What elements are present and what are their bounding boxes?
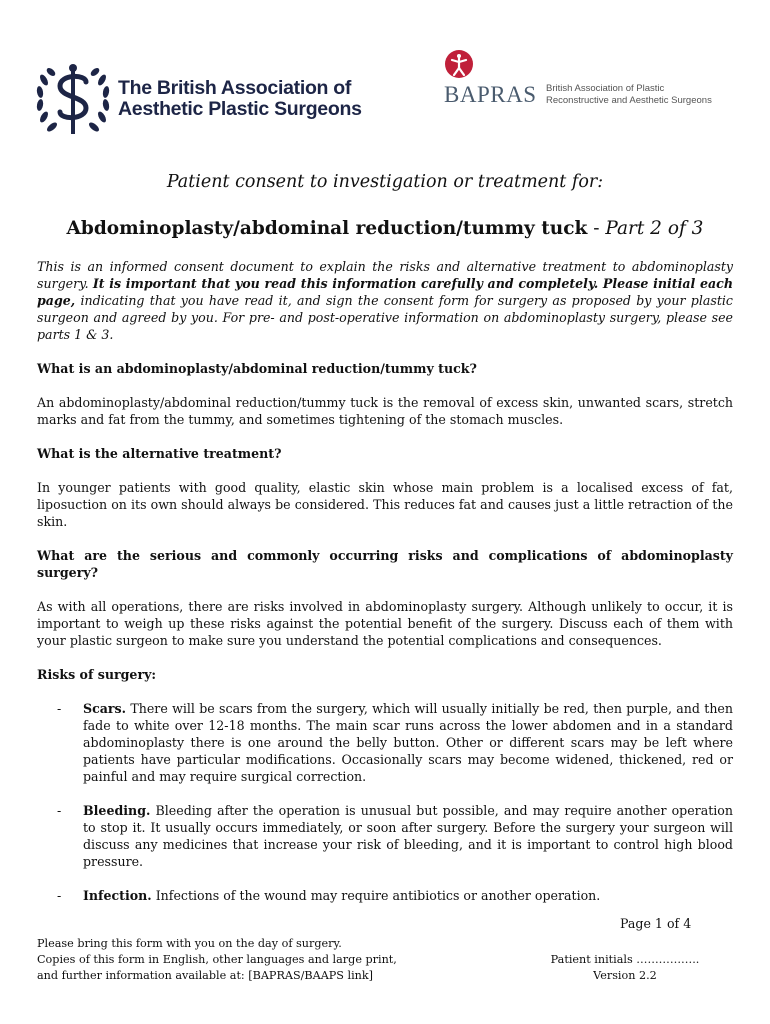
title-separator: - <box>587 218 606 239</box>
bapras-subtitle <box>546 83 712 106</box>
footer-line-1: Please bring this form with you on the day of surgery. <box>37 937 342 950</box>
question-heading-2: What is the alternative treatment? <box>37 446 282 461</box>
page-number: Page 1 of 4 <box>620 916 692 931</box>
footer-meta <box>520 952 730 984</box>
list-dash: - <box>57 888 62 903</box>
bapras-figure-emblem-icon <box>444 48 474 82</box>
footer-notes <box>37 936 397 984</box>
footer-line-2: Copies of this form in English, other languages and large print, <box>37 953 397 966</box>
intro-bold-text: It is important that you read this information carefully and completely. Please initial each page, <box>37 276 733 308</box>
baaps-logo <box>34 60 364 144</box>
risks-heading: Risks of surgery: <box>37 667 157 682</box>
risk-list <box>37 700 733 904</box>
part-label: Part 2 of 3 <box>605 218 704 239</box>
version-label: Version 2.2 <box>593 969 657 982</box>
baaps-name-line1: The British Association of <box>118 77 352 99</box>
patient-initials-field: Patient initials …………….. <box>550 953 700 966</box>
risk-item-scars <box>37 700 733 785</box>
procedure-name: Abdominoplasty/abdominal reduction/tummy tuck <box>66 218 588 239</box>
answer-paragraph-2: In younger patients with good quality, elastic skin whose main problem is a localised excess of fat, liposuction on its own should always be considered. This reduces fat and causes just a little retraction of the skin. <box>37 480 733 529</box>
procedure-title <box>0 218 770 239</box>
answer-paragraph-3: As with all operations, there are risks involved in abdominoplasty surgery. Although unlikely to occur, it is important to weigh up these risks against the potential benefit of the surgery. Discuss each of them with your plastic surgeon to make sure you understand the potential complications and consequences. <box>37 599 733 648</box>
risk-title: Scars. <box>83 701 127 716</box>
risk-item-infection <box>37 887 733 904</box>
intro-paragraph <box>37 258 733 343</box>
list-dash: - <box>57 701 62 716</box>
bapras-logo <box>440 46 740 116</box>
risk-title: Bleeding. <box>83 803 151 818</box>
footer-line-3: and further information available at: [BAPRAS/BAAPS link] <box>37 969 374 982</box>
document-body <box>37 258 733 921</box>
risk-text: Infections of the wound may require antibiotics or another operation. <box>151 888 601 903</box>
list-dash: - <box>57 803 62 818</box>
question-heading-3: What are the serious and commonly occurring risks and complications of abdominoplasty surgery? <box>37 548 733 580</box>
question-heading-1: What is an abdominoplasty/abdominal reduction/tummy tuck? <box>37 361 477 376</box>
intro-text-1: This is an informed consent document to explain the risks and alternative treatment to abdominoplasty surgery. <box>37 259 733 291</box>
risk-title: Infection. <box>83 888 152 903</box>
risk-text: There will be scars from the surgery, which will usually initially be red, then purple, and then fade to white over 12-18 months. The main scar runs across the lower abdomen and in a standard abdominoplasty there is one around the belly button. Other or different scars may be left where patients have particular modifications. Occasionally scars may become widened, thickened, red or painful and may require surgical correction. <box>83 701 733 784</box>
risk-text: Bleeding after the operation is unusual but possible, and may require another operation to stop it. It usually occurs immediately, or soon after surgery. Before the surgery your surgeon will discuss any medicines that increase your risk of bleeding, and it is important to control high blood pressure. <box>83 803 733 869</box>
intro-text-2: indicating that you have read it, and sign the consent form for surgery as proposed by your plastic surgeon and agreed by you. For pre- and post-operative information on abdominoplasty surgery, please see parts 1 & 3. <box>37 293 733 342</box>
bapras-wordmark: BAPRAS <box>444 82 537 107</box>
risk-item-bleeding <box>37 802 733 870</box>
baaps-name <box>118 78 362 120</box>
consent-title: Patient consent to investigation or treatment for: <box>166 172 604 192</box>
baaps-name-line2: Aesthetic Plastic Surgeons <box>118 98 362 120</box>
baaps-wreath-emblem-icon <box>34 60 112 140</box>
bapras-subtitle-line1: British Association of Plastic <box>546 83 665 94</box>
answer-paragraph-1: An abdominoplasty/abdominal reduction/tummy tuck is the removal of excess skin, unwanted scars, stretch marks and fat from the tummy, and sometimes tightening of the stomach muscles. <box>37 395 733 427</box>
bapras-subtitle-line2: Reconstructive and Aesthetic Surgeons <box>546 94 712 106</box>
